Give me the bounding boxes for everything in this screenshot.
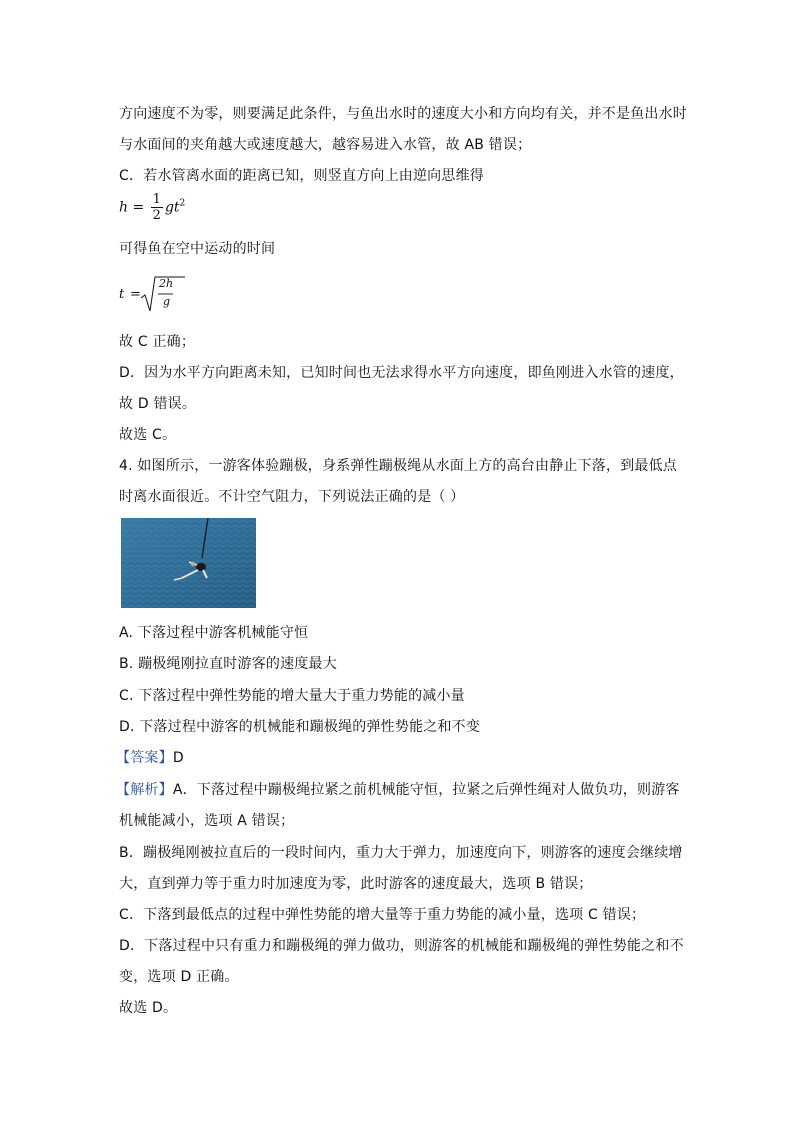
analysis-line: 大，直到弹力等于重力时加速度为零，此时游客的速度最大，选项 B 错误； — [119, 876, 593, 892]
analysis-tag: 【解析】 — [116, 782, 173, 798]
analysis-line: 故选 D。 — [119, 1000, 178, 1016]
formula-equals: = — [130, 287, 141, 302]
text-line: C．若水管离水面的距离已知，则竖直方向上由逆向思维得 — [119, 168, 484, 184]
formula-var-t: t — [119, 287, 125, 302]
analysis-text: A．下落过程中蹦极绳拉紧之前机械能守恒，拉紧之后弹性绳对人做负功，则游客 — [172, 782, 680, 798]
text-line: 故 C 正确； — [119, 334, 196, 350]
analysis-line — [116, 780, 680, 800]
option-b: B. 蹦极绳刚拉直时游客的速度最大 — [119, 656, 337, 672]
text-line: 可得鱼在空中运动的时间 — [119, 241, 276, 257]
formula-equals: = — [132, 199, 145, 216]
text-line: 与水面间的夹角越大或速度越大，越容易进入水管，故 AB 错误； — [119, 137, 532, 153]
formula-height — [119, 192, 185, 223]
answer-tag: 【答案】 — [116, 750, 173, 766]
formula-gt: gt — [164, 199, 180, 216]
text-line: 方向速度不为零，则要满足此条件，与鱼出水时的速度大小和方向均有关，并不是鱼出水时 — [119, 106, 687, 122]
root-numerator: 2h — [159, 277, 174, 290]
text-line: 故选 C。 — [119, 427, 177, 443]
answer-line — [116, 748, 184, 768]
question-stem: 时离水面很近。不计空气阻力，下列说法正确的是（ ） — [119, 489, 465, 505]
analysis-line: 机械能减小，选项 A 错误； — [119, 813, 295, 829]
formula-var-h: h — [119, 199, 129, 216]
answer-value: D — [172, 750, 184, 766]
question-stem: 4. 如图所示，一游客体验蹦极，身系弹性蹦极绳从水面上方的高台由静止下落，到最低点 — [119, 458, 678, 474]
analysis-line: C．下落到最低点的过程中弹性势能的增大量等于重力势能的减小量，选项 C 错误； — [119, 907, 646, 923]
text-line: 故 D 错误。 — [119, 396, 197, 412]
formula-exponent: 2 — [179, 198, 186, 209]
fraction-denominator: 2 — [152, 208, 161, 223]
analysis-line: D．下落过程中只有重力和蹦极绳的弹力做功，则游客的机械能和蹦极绳的弹性势能之和不 — [119, 938, 684, 954]
option-a: A. 下落过程中游客机械能守恒 — [119, 625, 309, 641]
fraction-numerator: 1 — [152, 192, 161, 207]
option-c: C. 下落过程中弹性势能的增大量大于重力势能的减小量 — [119, 688, 465, 704]
bungee-jump-photo — [121, 518, 256, 608]
root-denominator: g — [163, 295, 171, 308]
option-d: D. 下落过程中游客的机械能和蹦极绳的弹性势能之和不变 — [119, 719, 481, 735]
formula-fraction — [151, 192, 163, 223]
text-line: D．因为水平方向距离未知，已知时间也无法求得水平方向速度，即鱼刚进入水管的速度， — [119, 365, 684, 381]
analysis-line: 变，选项 D 正确。 — [119, 969, 239, 985]
analysis-line: B．蹦极绳刚被拉直后的一段时间内，重力大于弹力，加速度向下，则游客的速度会继续增 — [119, 845, 683, 861]
